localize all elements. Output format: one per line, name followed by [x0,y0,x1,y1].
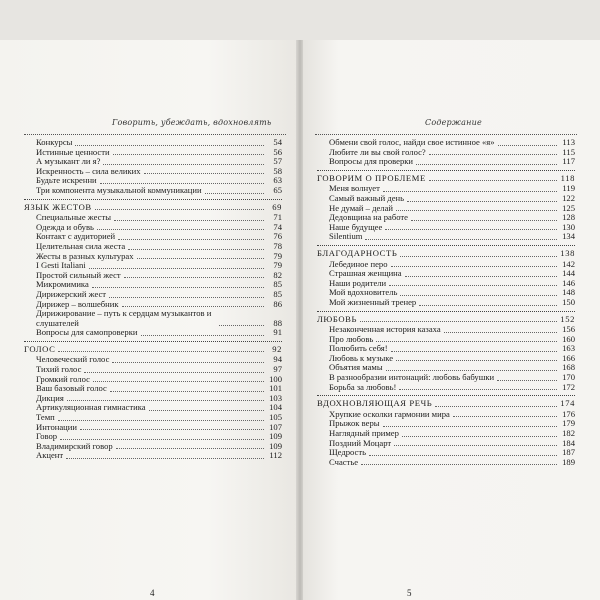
toc-entry-title: Прыжок веры [329,418,380,429]
toc-entry-title: I Gesti Italiani [36,260,86,271]
toc-page-number: 138 [560,247,575,258]
toc-section [317,174,575,184]
toc-page-number: 156 [562,324,575,335]
toc-entry-title: Говор [36,431,58,442]
toc-entry-title: Наглядный пример [329,428,399,439]
toc-entry-title: Ваш базовый голос [36,383,107,394]
dot-leader [60,439,264,440]
dot-leader [407,201,557,202]
toc-page-number: 63 [273,175,282,186]
right-page [303,40,600,600]
dot-leader [399,389,557,390]
toc-entry-title: ВДОХНОВЛЯЮЩАЯ РЕЧЬ [317,398,433,409]
toc-page-number: 148 [562,287,575,298]
dot-leader [365,239,557,240]
dot-leader [112,362,264,363]
toc-entry-title: Громкий голос [36,373,90,384]
dot-leader [89,268,264,269]
toc-page-number: 150 [562,296,575,307]
section-separator [317,170,575,171]
toc-entry-title: Счастье [329,456,359,467]
dot-leader [219,325,264,326]
toc-entry-title: Самый важный день [329,192,405,203]
toc-section [24,203,282,213]
toc-entry-title: Любовь к музыке [329,352,394,363]
toc-entry-title: Микромимика [36,279,89,290]
dot-leader [402,436,557,437]
toc-page-number: 118 [560,172,575,183]
toc-page-number: 104 [269,402,282,413]
toc-page-number: 160 [562,333,575,344]
toc-entry-title: Артикуляционная гимнастика [36,402,146,413]
dot-leader [391,351,557,352]
toc-page-number: 189 [562,456,575,467]
dot-leader [400,256,557,257]
toc-entry [24,309,282,328]
toc-entry-title: Жесты в разных культурах [36,250,134,261]
toc-page-number: 187 [562,447,575,458]
toc-entry-title: Дирижер – волшебник [36,298,119,309]
toc-entry-title: Страшная женщина [329,268,402,279]
dot-leader [144,173,264,174]
toc-entry-title: Специальные жесты [36,212,111,223]
toc-page-number: 182 [562,428,575,439]
dot-leader [376,341,557,342]
toc-page-number: 113 [562,137,575,147]
toc-page-number: 112 [269,450,282,461]
toc-entry-title: Мой вдохновитель [329,287,398,298]
toc-entry [24,328,282,338]
toc-entry-title: Одежда и обувь [36,221,94,232]
dot-leader [383,426,557,427]
toc-page-number: 179 [562,418,575,429]
toc-entry-title: Истинные ценности [36,146,110,157]
toc-entry-title: Дирижерский жест [36,288,107,299]
toc-entry-title: Вопросы для самопроверки [36,327,138,338]
dot-leader [110,391,264,392]
toc-entry-title: Тихий голос [36,364,82,375]
toc-entry-title: Щедрость [329,447,367,458]
toc-entry-title: Три компонента музыкальной коммуникации [36,184,202,195]
toc-entry [24,423,282,433]
section-separator [317,245,575,246]
toc-section [317,315,575,325]
toc-page-number: 79 [273,250,282,261]
dot-leader [116,448,264,449]
toc-entry-title: ЯЗЫК ЖЕСТОВ [24,201,92,212]
page-number: 4 [150,588,155,598]
toc-page-number: 86 [273,298,282,309]
section-separator [24,341,282,342]
toc-entry-title: Контакт с аудиторией [36,231,116,242]
toc-entry-title: БЛАГОДАРНОСТЬ [317,247,398,258]
dot-leader [394,445,557,446]
toc-page-number: 100 [269,373,282,384]
page-number: 5 [407,588,412,598]
toc-entry-title: ГОВОРИМ О ПРОБЛЕМЕ [317,172,426,183]
toc-entry [317,232,575,242]
toc-page-number: 128 [562,212,575,223]
toc-page-number: 58 [273,165,282,176]
toc-page-number: 105 [269,412,282,423]
toc-entry-title: Хрупкие осколки гармонии мира [329,408,450,419]
toc-page-number: 94 [273,354,282,365]
toc-entry-title: Лебединое перо [329,258,388,269]
toc-page-number: 101 [269,383,282,394]
section-separator [24,199,282,200]
toc-page-number: 92 [272,343,282,354]
toc-entry-title: Про любовь [329,333,374,344]
dot-leader [149,410,264,411]
toc-entry-title: Полюбить себя! [329,343,388,354]
dot-leader [75,145,264,146]
toc-entry-title: Целительная сила жеста [36,240,126,251]
dot-leader [205,193,264,194]
toc-entry-title: Интонации [36,421,77,432]
toc-page-number: 71 [273,212,282,223]
toc-entry-title: ГОЛОС [24,343,56,354]
toc-entry-title: Борьба за любовь! [329,381,397,392]
toc-entry-title: Silentium [329,231,363,242]
toc-page-number: 134 [562,231,575,242]
left-page [0,40,297,600]
toc-page-number: 166 [562,352,575,363]
toc-list [24,138,282,461]
toc-page-number: 85 [273,288,282,299]
toc-entry-title: Не думай – делай [329,202,393,213]
dot-leader [95,209,264,210]
toc-entry-title: Вопросы для проверки [329,156,414,167]
toc-page-number: 168 [562,362,575,373]
toc-page-number: 176 [562,408,575,419]
dot-leader [103,164,264,165]
toc-entry [317,298,575,308]
dot-leader [124,277,264,278]
toc-section [24,345,282,355]
toc-page-number: 174 [560,398,575,409]
dot-leader [137,258,264,259]
dot-leader [114,220,264,221]
section-separator [317,395,575,396]
dot-leader [497,380,557,381]
dot-leader [58,351,264,352]
dot-leader [405,276,557,277]
toc-entry-title: Акцент [36,450,64,461]
header-rule [315,134,577,135]
dot-leader [109,297,264,298]
dot-leader [58,420,264,421]
toc-entry-title: Дикция [36,392,64,403]
dot-leader [396,360,557,361]
toc-page-number: 88 [273,317,282,328]
toc-entry-title: Обмени свой голос, найди свое истинное «я» [329,137,495,147]
toc-entry-title: Незаконченная история казаха [329,324,441,335]
header-rule [24,134,286,135]
toc-page-number: 65 [273,184,282,195]
toc-entry [24,186,282,196]
toc-page-number: 56 [273,146,282,157]
dot-leader [383,191,557,192]
toc-entry-title: В разнообразии интонаций: любовь бабушки [329,372,495,383]
toc-page-number: 97 [273,364,282,375]
dot-leader [389,285,557,286]
toc-page-number: 91 [273,327,282,338]
toc-section [317,399,575,409]
toc-entry-title: Дирижирование – путь к сердцам музыкантов и слушателей [36,308,212,328]
toc-entry-title: Объятия мамы [329,362,383,373]
toc-entry-title: Будьте искренни [36,175,97,186]
toc-entry [24,451,282,461]
toc-page-number: 79 [273,260,282,271]
toc-entry-title: Темп [36,412,55,423]
toc-page-number: 184 [562,437,575,448]
toc-entry-title: Дедовщина на работе [329,212,408,223]
toc-entry-title: Искренность – сила великих [36,165,141,176]
toc-page-number: 119 [562,183,575,194]
toc-page-number: 170 [562,372,575,383]
dot-leader [67,400,264,401]
toc-entry-title: Простой сильный жест [36,269,121,280]
toc-entry-title: Наше будущее [329,221,383,232]
toc-page-number: 144 [562,268,575,279]
dot-leader [444,332,557,333]
toc-page-number: 163 [562,343,575,354]
dot-leader [453,416,557,417]
toc-entry-title: Любите ли вы свой голос? [329,146,426,157]
toc-entry-title: Поздний Моцарт [329,437,392,448]
dot-leader [66,458,264,459]
dot-leader [400,295,557,296]
toc-entry-title: ЛЮБОВЬ [317,313,358,324]
toc-entry-title: Мой жизненный тренер [329,296,417,307]
toc-list [317,138,575,467]
dot-leader [386,370,557,371]
toc-page-number: 76 [273,231,282,242]
toc-page-number: 122 [562,192,575,203]
toc-page-number: 107 [269,421,282,432]
dot-leader [80,429,264,430]
dot-leader [84,372,264,373]
toc-page-number: 115 [562,146,575,157]
dot-leader [97,229,264,230]
dot-leader [429,154,557,155]
toc-page-number: 125 [562,202,575,213]
toc-page-number: 69 [272,201,282,212]
dot-leader [93,381,264,382]
dot-leader [435,406,557,407]
toc-page-number: 109 [269,431,282,442]
toc-entry-title: Наши родители [329,277,387,288]
dot-leader [498,145,557,146]
dot-leader [411,220,557,221]
toc-entry [24,403,282,413]
toc-page-number: 117 [562,156,575,167]
toc-entry-title: Владимирский говор [36,440,113,451]
dot-leader [118,239,264,240]
toc-page-number: 57 [273,156,282,167]
dot-leader [391,266,558,267]
dot-leader [122,306,264,307]
running-head: Говорить, убеждать, вдохновлять [112,118,272,127]
dot-leader [128,249,264,250]
toc-page-number: 142 [562,258,575,269]
toc-page-number: 78 [273,240,282,251]
dot-leader [396,210,557,211]
toc-entry-title: Конкурсы [36,137,73,147]
toc-page-number: 85 [273,279,282,290]
toc-page-number: 54 [273,137,282,147]
dot-leader [385,229,557,230]
toc-page-number: 103 [269,392,282,403]
toc-page-number: 130 [562,221,575,232]
running-head: Содержание [425,118,482,127]
dot-leader [360,321,557,322]
section-separator [317,311,575,312]
toc-page-number: 146 [562,277,575,288]
dot-leader [113,154,264,155]
dot-leader [419,305,557,306]
toc-entry-title: Человеческий голос [36,354,110,365]
toc-entry [317,157,575,167]
dot-leader [416,164,557,165]
toc-section [317,249,575,259]
dot-leader [141,335,265,336]
toc-entry-title: А музыкант ли я? [36,156,101,167]
dot-leader [92,287,264,288]
toc-page-number: 82 [273,269,282,280]
toc-page-number: 152 [560,313,575,324]
toc-entry [317,383,575,393]
dot-leader [369,455,557,456]
dot-leader [361,464,557,465]
dot-leader [429,180,557,181]
toc-page-number: 109 [269,440,282,451]
toc-entry-title: Меня волнует [329,183,380,194]
toc-page-number: 172 [562,381,575,392]
toc-entry [317,458,575,468]
toc-page-number: 74 [273,221,282,232]
dot-leader [100,183,264,184]
